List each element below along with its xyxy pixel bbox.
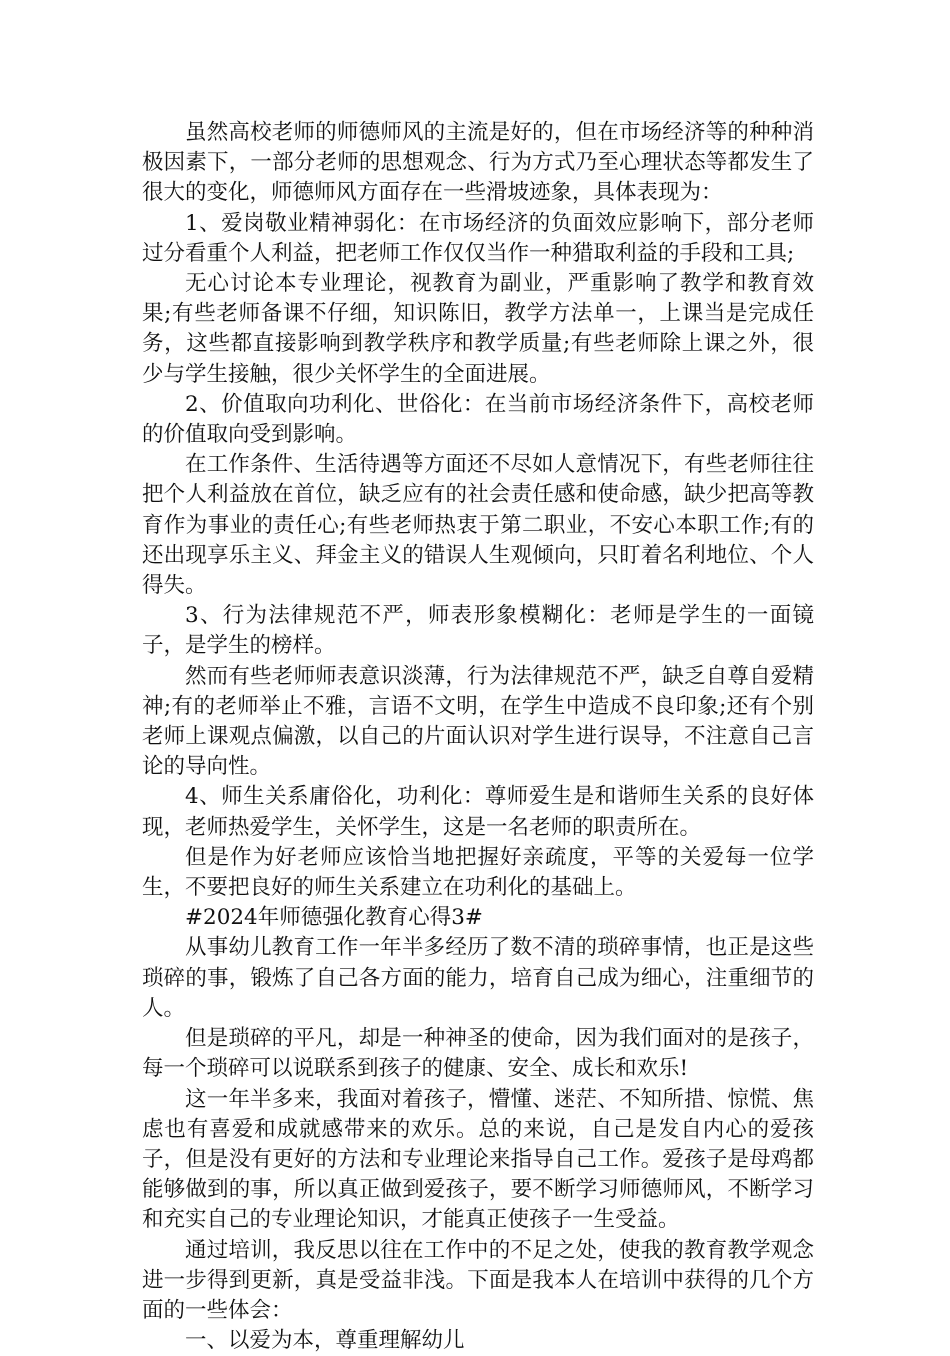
- paragraph: 但是琐碎的平凡，却是一种神圣的使命，因为我们面对的是孩子，每一个琐碎可以说联系到孩子的健康、安全、成长和欢乐!: [142, 1026, 814, 1082]
- paragraph: 虽然高校老师的师德师风的主流是好的，但在市场经济等的种种消极因素下，一部分老师的思想观念、行为方式乃至心理状态等都发生了很大的变化，师德师风方面存在一些滑坡迹象，具体表现为：: [142, 120, 814, 206]
- paragraph: 通过培训，我反思以往在工作中的不足之处，使我的教育教学观念进一步得到更新，真是受益非浅。下面是我本人在培训中获得的几个方面的一些体会：: [142, 1237, 814, 1323]
- section-heading: #2024年师德强化教育心得3#: [185, 905, 483, 931]
- paragraph: 1、爱岗敬业精神弱化：在市场经济的负面效应影响下，部分老师过分看重个人利益，把老师工作仅仅当作一种猎取利益的手段和工具;: [142, 210, 814, 266]
- paragraph: 无心讨论本专业理论，视教育为副业，严重影响了教学和教育效果;有些老师备课不仔细，知识陈旧，教学方法单一，上课当是完成任务，这些都直接影响到教学秩序和教学质量;有些老师除上课之外，很少与学生接触，很少关怀学生的全面进展。: [142, 271, 814, 387]
- paragraph: 从事幼儿教育工作一年半多经历了数不清的琐碎事情，也正是这些琐碎的事，锻炼了自己各方面的能力，培育自己成为细心，注重细节的人。: [142, 935, 814, 1021]
- paragraph: 在工作条件、生活待遇等方面还不尽如人意情况下，有些老师往往把个人利益放在首位，缺乏应有的社会责任感和使命感，缺少把高等教育作为事业的责任心;有些老师热衷于第二职业，不安心本职工作;有的还出现享乐主义、拜金主义的错误人生观倾向，只盯着名利地位、个人得失。: [142, 452, 814, 599]
- paragraph: 2、价值取向功利化、世俗化：在当前市场经济条件下，高校老师的价值取向受到影响。: [142, 391, 814, 448]
- subheading: 一、以爱为本，尊重理解幼儿: [185, 1328, 465, 1354]
- document-body: [142, 118, 814, 1356]
- paragraph: 这一年半多来，我面对着孩子，懵懂、迷茫、不知所措、惊慌、焦虑也有喜爱和成就感带来的欢乐。总的来说，自己是发自内心的爱孩子，但是没有更好的方法和专业理论来指导自己工作。爱孩子是母鸡都能够做到的事，所以真正做到爱孩子，要不断学习师德师风，不断学习和充实自己的专业理论知识，才能真正使孩子一生受益。: [142, 1086, 814, 1233]
- paragraph: 然而有些老师师表意识淡薄，行为法律规范不严，缺乏自尊自爱精神;有的老师举止不雅，言语不文明，在学生中造成不良印象;还有个别老师上课观点偏激，以自己的片面认识对学生进行误导，不注意自己言论的导向性。: [142, 663, 814, 780]
- paragraph: 但是作为好老师应该恰当地把握好亲疏度，平等的关爱每一位学生，不要把良好的师生关系建立在功利化的基础上。: [142, 844, 814, 901]
- paragraph: 4、师生关系庸俗化，功利化：尊师爱生是和谐师生关系的良好体现，老师热爱学生，关怀学生，这是一名老师的职责所在。: [142, 784, 814, 840]
- paragraph: 3、行为法律规范不严，师表形象模糊化：老师是学生的一面镜子，是学生的榜样。: [142, 603, 814, 659]
